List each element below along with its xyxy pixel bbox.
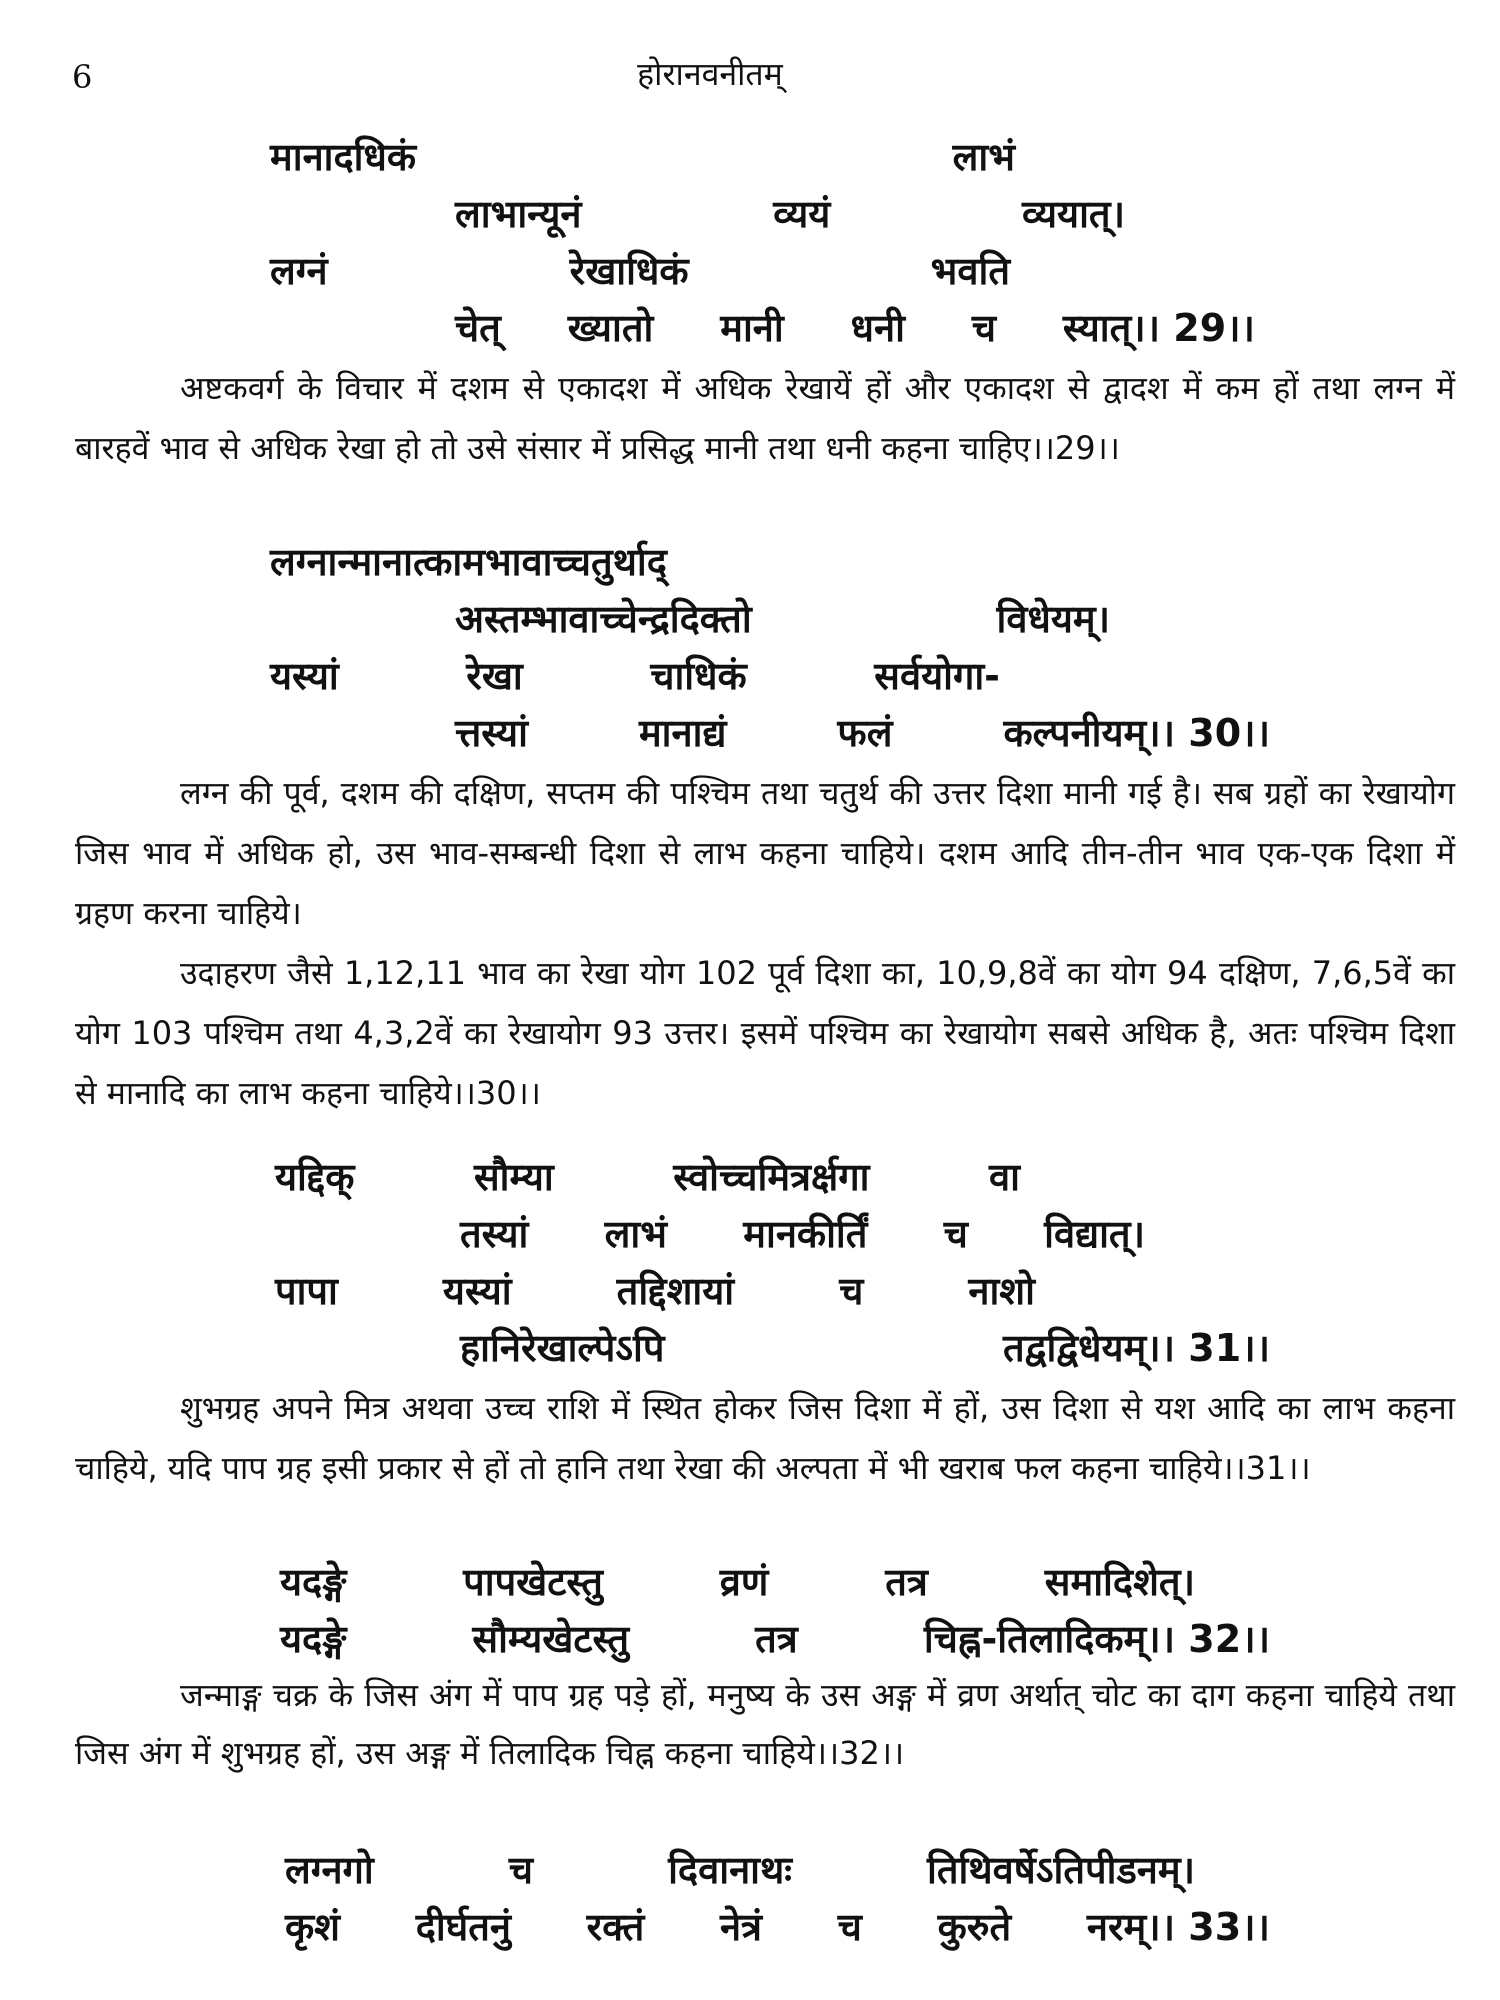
verse-word: दिवानाथः (668, 1848, 792, 1892)
verse-word: विधेयम्। (996, 597, 1110, 641)
verse-word: तद्वद्विधेयम्।। 31।। (1002, 1326, 1270, 1370)
verse-word: पापा (275, 1269, 338, 1313)
verse-word: च (943, 1212, 968, 1256)
verse-29-line-2 (455, 187, 1125, 239)
verse-word: च (837, 1905, 862, 1949)
verse-word: कृशं (285, 1905, 341, 1949)
verse-word: च (508, 1848, 533, 1892)
verse-word: सर्वयोगा- (874, 654, 1000, 698)
verse-word: व्ययात्। (1022, 192, 1125, 236)
verse-word: वा (989, 1155, 1020, 1199)
verse-word: चाधिकं (650, 654, 747, 698)
verse-31-line-1 (275, 1150, 1020, 1202)
commentary-29: अष्टकवर्ग के विचार में दशम से एकादश में अधिक रेखायें हों और एकादश से द्वादश में कम हों तथा लग्न में बारहवें भाव से अधिक रेखा हो तो उसे संसार में प्रसिद्ध मानी तथा धनी कहना चाहिए।।29।। (75, 369, 1455, 467)
verse-word: लग्नान्मानात्कामभावाच्चतुर्थाद् (270, 540, 667, 584)
verse-word: तिथिवर्षेऽतिपीडनम्। (927, 1848, 1195, 1892)
verse-word: रेखा (466, 654, 523, 698)
verse-word: नेत्रं (719, 1905, 763, 1949)
verse-word: च (971, 306, 996, 350)
verse-word: स्यात्।। 29।। (1062, 306, 1255, 350)
verse-word: लाभं (952, 135, 1015, 179)
verse-word: यद्दिक् (275, 1155, 355, 1199)
page-header (0, 40, 1500, 100)
verse-29-line-4 (455, 301, 1255, 353)
verse-30-line-2 (455, 592, 1110, 644)
verse-31-line-3 (275, 1264, 1035, 1316)
verse-word: तद्दिशायां (616, 1269, 735, 1313)
verse-word: यस्यां (442, 1269, 512, 1313)
verse-word: मानाद्यं (638, 711, 727, 755)
verse-word: लग्नगो (285, 1848, 374, 1892)
page-number: 6 (72, 58, 93, 96)
verse-word: चिह्न-तिलादिकम्।। 32।। (923, 1617, 1270, 1661)
verse-29-line-1 (270, 130, 1015, 182)
verse-word: च (839, 1269, 864, 1313)
verse-word: कुरुते (937, 1905, 1012, 1949)
verse-word: पापखेटस्तु (463, 1560, 603, 1604)
verse-word: मानादधिकं (270, 135, 417, 179)
verse-word: यदङ्गे (280, 1560, 347, 1604)
verse-31-line-2 (460, 1207, 1145, 1259)
verse-word: रेखाधिकं (569, 249, 689, 293)
verse-32-line-1 (280, 1555, 1195, 1607)
commentary-30-part-2: उदाहरण जैसे 1,12,11 भाव का रेखा योग 102 पूर्व दिशा का, 10,9,8वें का योग 94 दक्षिण, 7,6,5वें का योग 103 पश्चिम तथा 4,3,2वें का रेखायोग 93 उत्तर। इसमें पश्चिम का रेखायोग सबसे अधिक है, अतः पश्चिम दिशा से मानादि का लाभ कहना चाहिये।।30।। (75, 954, 1455, 1112)
verse-30-line-1 (270, 535, 667, 587)
commentary-32: जन्माङ्ग चक्र के जिस अंग में पाप ग्रह पड़े हों, मनुष्य के उस अङ्ग में व्रण अर्थात् चोट का दाग कहना चाहिये तथा जिस अंग में शुभग्रह हों, उस अङ्ग में तिलादिक चिह्न कहना चाहिये।।32।। (75, 1676, 1455, 1772)
verse-word: नाशो (968, 1269, 1035, 1313)
running-title: होरानवनीतम् (637, 55, 783, 93)
verse-word: ख्यातो (567, 306, 654, 350)
verse-word: यदङ्गे (280, 1617, 347, 1661)
verse-word: कल्पनीयम्।। 30।। (1003, 711, 1270, 755)
verse-word: त्तस्यां (455, 711, 528, 755)
verse-word: व्रणं (719, 1560, 769, 1604)
verse-word: लाभान्यूनं (455, 192, 582, 236)
verse-word: दीर्घतनुं (415, 1905, 511, 1949)
verse-31-line-4 (460, 1321, 1270, 1373)
verse-word: मानकीर्तिं (743, 1212, 868, 1256)
verse-word: मानी (720, 306, 784, 350)
verse-30-line-4 (455, 706, 1270, 758)
verse-word: यस्यां (270, 654, 339, 698)
verse-29-line-3 (270, 244, 1010, 296)
verse-word: विद्यात्। (1044, 1212, 1145, 1256)
verse-word: लाभं (604, 1212, 667, 1256)
verse-word: सौम्यखेटस्तु (472, 1617, 629, 1661)
verse-32-line-2 (280, 1612, 1270, 1664)
verse-word: लग्नं (270, 249, 328, 293)
verse-word: धनी (850, 306, 905, 350)
commentary-30-part-1: लग्न की पूर्व, दशम की दक्षिण, सप्तम की पश्चिम तथा चतुर्थ की उत्तर दिशा मानी गई है। सब ग्रहों का रेखायोग जिस भाव में अधिक हो, उस भाव-सम्बन्धी दिशा से लाभ कहना चाहिये। दशम आदि तीन-तीन भाव एक-एक दिशा में ग्रहण करना चाहिये। (75, 774, 1455, 932)
verse-word: सौम्या (473, 1155, 554, 1199)
verse-word: व्ययं (773, 192, 831, 236)
verse-word: हानिरेखाल्पेऽपि (460, 1326, 665, 1370)
verse-word: स्वोच्चमित्रर्क्षगा (673, 1155, 870, 1199)
verse-30-line-3 (270, 649, 1000, 701)
verse-33-line-2 (285, 1900, 1270, 1952)
verse-word: तत्र (755, 1617, 798, 1661)
commentary-31: शुभग्रह अपने मित्र अथवा उच्च राशि में स्थित होकर जिस दिशा में हों, उस दिशा से यश आदि का लाभ कहना चाहिये, यदि पाप ग्रह इसी प्रकार से हों तो हानि तथा रेखा की अल्पता में भी खराब फल कहना चाहिये।।31।। (75, 1389, 1455, 1487)
verse-word: चेत् (455, 306, 501, 350)
verse-word: नरम्।। 33।। (1086, 1905, 1270, 1949)
verse-word: तत्र (885, 1560, 928, 1604)
verse-word: अस्तम्भावाच्चेन्द्रदिक्तो (455, 597, 752, 641)
verse-word: भवति (930, 249, 1010, 293)
verse-word: फलं (837, 711, 893, 755)
verse-word: रक्तं (586, 1905, 645, 1949)
verse-33-line-1 (285, 1843, 1195, 1895)
verse-word: समादिशेत्। (1044, 1560, 1195, 1604)
verse-word: तस्यां (460, 1212, 529, 1256)
